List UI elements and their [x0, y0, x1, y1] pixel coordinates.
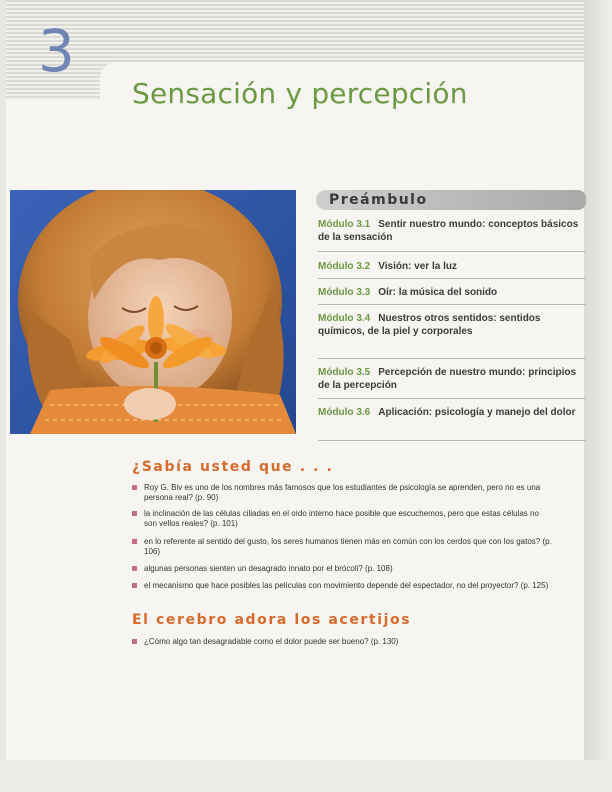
module-divider	[318, 398, 586, 399]
cerebro-item	[132, 637, 552, 647]
bullet-square-icon	[132, 511, 137, 516]
module-divider	[318, 358, 586, 359]
bullet-square-icon	[132, 566, 137, 571]
bullet-square-icon	[132, 583, 137, 588]
module-number: Módulo 3.1	[318, 219, 371, 230]
child-smelling-flower-photo	[10, 190, 296, 434]
module-item-3-1	[318, 218, 586, 244]
sabia-item-text: algunas personas sienten un desagrado innato por el brócoli? (p. 108)	[144, 564, 393, 573]
sabia-item-text: la inclinación de las células ciliadas en el oído interno hace posible que escuchemos, pero que estas células no son vellos reales? (p. 101)	[144, 509, 539, 528]
module-divider	[318, 440, 586, 441]
cerebro-item-text: ¿Cómo algo tan desagradable como el dolor puede ser bueno? (p. 130)	[144, 637, 399, 646]
sabia-item-text: el mecanismo que hace posibles las películas con movimiento depende del espectador, no del proyector? (p. 125)	[144, 581, 549, 590]
module-item-3-5	[318, 366, 586, 392]
module-number: Módulo 3.3	[318, 287, 371, 298]
sabia-heading: ¿Sabía usted que . . .	[132, 459, 334, 475]
sabia-item	[132, 483, 552, 503]
module-item-3-2	[318, 260, 586, 273]
module-item-3-6	[318, 406, 586, 419]
bullet-square-icon	[132, 485, 137, 490]
sabia-item	[132, 564, 552, 574]
module-item-3-3	[318, 286, 586, 299]
module-title: Visión: ver la luz	[378, 261, 457, 272]
sabia-item-text: en lo referente al sentido del gusto, los seres humanos tienen más en común con los cerdos que con los gatos? (p. 106)	[144, 537, 552, 556]
bullet-square-icon	[132, 539, 137, 544]
bullet-square-icon	[132, 639, 137, 644]
cerebro-heading: El cerebro adora los acertijos	[132, 612, 412, 628]
module-number: Módulo 3.6	[318, 407, 371, 418]
preambulo-title: Preámbulo	[329, 192, 428, 208]
page-right-edge	[584, 0, 612, 792]
sabia-item	[132, 537, 552, 557]
module-title: Sentir nuestro mundo: conceptos básicos de la sensación	[318, 219, 579, 243]
module-number: Módulo 3.4	[318, 313, 371, 324]
module-divider	[318, 251, 586, 252]
module-number: Módulo 3.2	[318, 261, 371, 272]
sabia-item	[132, 509, 552, 529]
sabia-item	[132, 581, 552, 591]
module-title: Aplicación: psicología y manejo del dolor	[378, 407, 576, 418]
module-divider	[318, 304, 586, 305]
page-bottom-edge	[0, 760, 612, 792]
module-number: Módulo 3.5	[318, 367, 371, 378]
module-divider	[318, 278, 586, 279]
chapter-number: 3	[38, 17, 75, 85]
module-title: Oír: la música del sonido	[378, 287, 498, 298]
sabia-item-text: Roy G. Biv es uno de los nombres más famosos que los estudiantes de psicología se aprenden, pero no es una persona real? (p. 90)	[144, 483, 541, 502]
chapter-title: Sensación y percepción	[132, 77, 468, 110]
module-title: Nuestros otros sentidos: sentidos químicos, de la piel y corporales	[318, 313, 541, 337]
module-item-3-4	[318, 312, 586, 338]
module-title: Percepción de nuestro mundo: principios de la percepción	[318, 367, 577, 391]
